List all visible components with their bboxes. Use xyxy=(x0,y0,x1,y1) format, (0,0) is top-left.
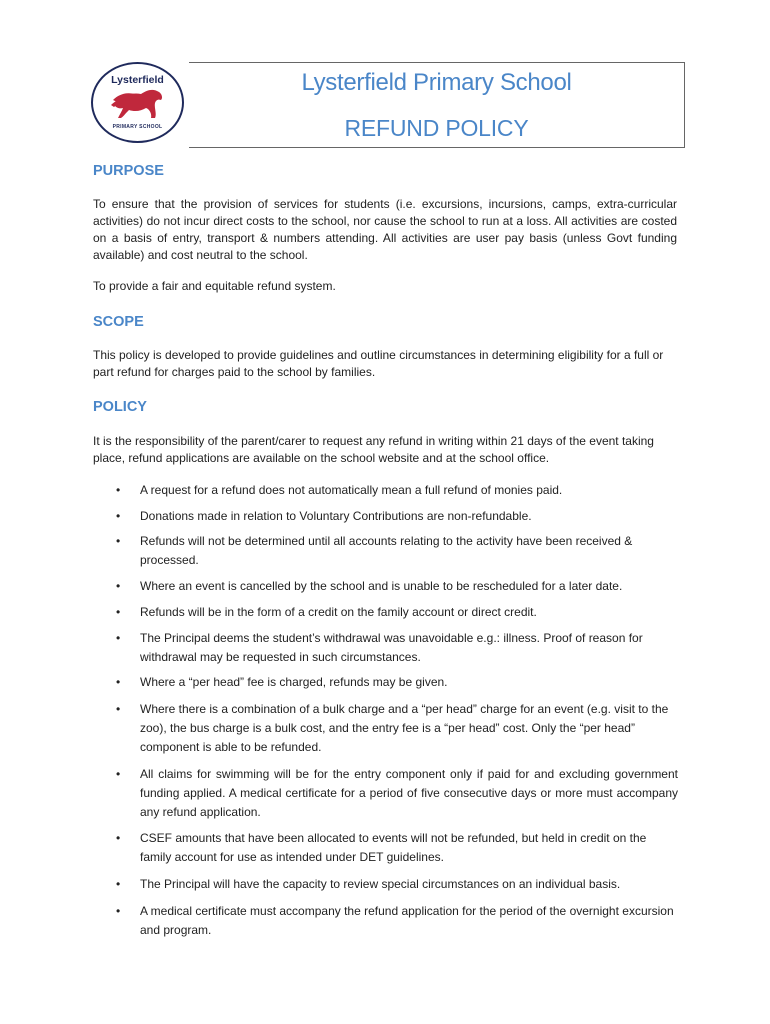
list-item-text: Donations made in relation to Voluntary Contributions are non-refundable. xyxy=(140,509,532,523)
bullet-icon: • xyxy=(116,904,121,918)
bullet-icon: • xyxy=(116,534,121,548)
school-name: Lysterfield Primary School xyxy=(301,69,572,96)
scope-heading: SCOPE xyxy=(93,314,144,330)
logo-bottom-text: PRIMARY SCHOOL xyxy=(112,124,163,130)
bullet-icon: • xyxy=(116,702,121,716)
list-item-text: All claims for swimming will be for the entry component only if paid for and excluding government funding applied. A medical certificate for a period of five consecutive days or more must accompany any refund application. xyxy=(140,767,678,819)
list-item-text: Where there is a combination of a bulk charge and a “per head” charge for an event (e.g. visit to the zoo), the bus charge is a bulk cost, and the entry fee is a “per head” cost. Only the “per head” component is able to be refunded. xyxy=(140,702,669,754)
list-item-text: A medical certificate must accompany the refund application for the period of the overnight excursion and program. xyxy=(140,904,674,937)
list-item-text: Where a “per head” fee is charged, refunds may be given. xyxy=(140,675,448,689)
bullet-icon: • xyxy=(116,579,121,593)
bullet-icon: • xyxy=(116,631,121,645)
list-item-text: Refunds will not be determined until all accounts relating to the activity have been received & processed. xyxy=(140,534,633,567)
list-item-text: CSEF amounts that have been allocated to events will not be refunded, but held in credit on the family account for use as intended under DET guidelines. xyxy=(140,831,647,864)
title-box xyxy=(189,62,685,148)
scope-paragraph: This policy is developed to provide guidelines and outline circumstances in determining eligibility for a full or part refund for charges paid to the school by families. xyxy=(93,348,664,379)
list-item-text: The Principal deems the student’s withdrawal was unavoidable e.g.: illness. Proof of reason for withdrawal may be requested in such circumstances. xyxy=(140,631,643,664)
bullet-icon: • xyxy=(116,483,121,497)
purpose-heading: PURPOSE xyxy=(93,163,164,179)
bullet-icon: • xyxy=(116,767,121,781)
list-item-text: Refunds will be in the form of a credit on the family account or direct credit. xyxy=(140,605,537,619)
purpose-paragraph: To provide a fair and equitable refund system. xyxy=(93,279,336,293)
list-item-text: Where an event is cancelled by the school and is unable to be rescheduled for a later date. xyxy=(140,579,623,593)
purpose-paragraph: To ensure that the provision of services for students (i.e. excursions, incursions, camps, extra-curricular activities) do not incur direct costs to the school, nor cause the school to run at a loss. All activities are costed on a basis of entry, transport & numbers attending. All activities are user pay basis (unless Govt funding available) and cost neutral to the school. xyxy=(93,197,677,262)
horse-icon xyxy=(111,86,167,120)
document-title: REFUND POLICY xyxy=(344,115,529,141)
school-logo xyxy=(91,62,184,143)
bullet-icon: • xyxy=(116,877,121,891)
bullet-icon: • xyxy=(116,509,121,523)
bullet-icon: • xyxy=(116,831,121,845)
bullet-icon: • xyxy=(116,605,121,619)
list-item-text: The Principal will have the capacity to review special circumstances on an individual basis. xyxy=(140,877,621,891)
policy-intro: It is the responsibility of the parent/carer to request any refund in writing within 21 days of the event taking place, refund applications are available on the school website and at the school office. xyxy=(93,434,654,465)
bullet-icon: • xyxy=(116,675,121,689)
logo-top-text: Lysterfield xyxy=(111,74,164,86)
list-item-text: A request for a refund does not automatically mean a full refund of monies paid. xyxy=(140,483,563,497)
policy-heading: POLICY xyxy=(93,399,147,415)
